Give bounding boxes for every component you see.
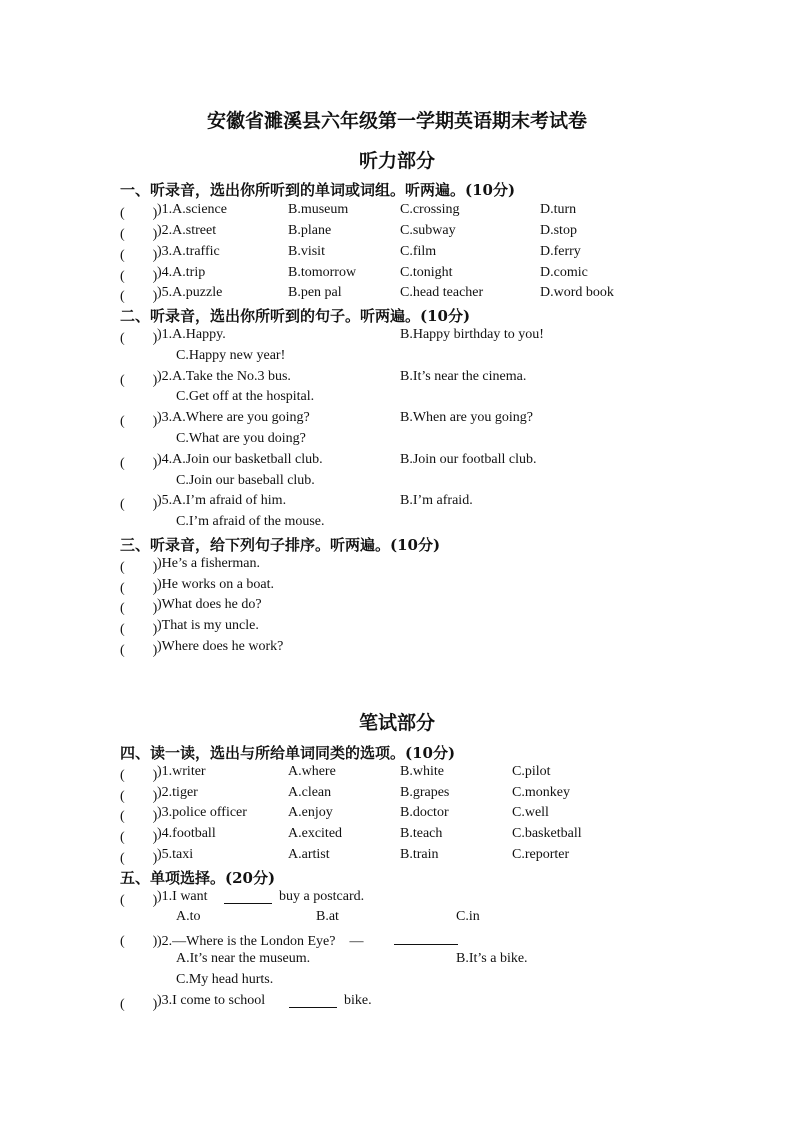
answer-blank: [289, 993, 337, 1008]
sentence: )He works on a boat.: [157, 577, 275, 592]
section1-item-5: [0, 285, 794, 305]
option-b: B.When are you going?: [400, 410, 533, 425]
section2-item-2: [0, 369, 794, 389]
option-c: C.I’m afraid of the mouse.: [176, 514, 325, 529]
sentence: )That is my uncle.: [157, 618, 259, 633]
sentence: )He’s a fisherman.: [157, 556, 261, 571]
answer-paren: ( ): [120, 269, 158, 284]
answer-paren: ( ): [120, 830, 158, 845]
answer-paren: ( ): [120, 456, 158, 471]
option-a: A.excited: [288, 826, 343, 841]
section5-question-2-options-c: [0, 972, 794, 992]
option-c: C.well: [512, 805, 549, 820]
given-word: )1.writer: [157, 764, 206, 779]
given-word: )4.football: [157, 826, 216, 841]
section5-question-1: [0, 889, 794, 909]
question-text-end: buy a postcard.: [279, 889, 365, 904]
option-c: C.What are you doing?: [176, 431, 306, 446]
section5-question-2: [0, 930, 794, 950]
option-a: )5.A.puzzle: [157, 285, 223, 300]
option-b: B.visit: [288, 244, 325, 259]
option-d: D.turn: [540, 202, 577, 217]
section5-question-3: [0, 993, 794, 1013]
option-a: )4.A.Join our basketball club.: [157, 452, 323, 467]
option-c: C.My head hurts.: [176, 972, 274, 987]
option-d: D.stop: [540, 223, 577, 238]
answer-paren: ( ): [120, 893, 158, 908]
option-a: A.clean: [288, 785, 332, 800]
option-d: D.comic: [540, 265, 588, 280]
option-c: C.Get off at the hospital.: [176, 389, 315, 404]
answer-paren: ( ): [120, 643, 158, 658]
answer-paren: ( ): [120, 997, 158, 1012]
option-b: B.grapes: [400, 785, 450, 800]
section4-item-2: [0, 785, 794, 805]
option-a: )4.A.trip: [157, 265, 206, 280]
section5-question-1-options: [0, 909, 794, 929]
written-part-title: 笔试部分: [358, 712, 435, 734]
section1-item-1: [0, 202, 794, 222]
section3-item-4: [0, 618, 794, 638]
answer-paren: ( ): [120, 789, 158, 804]
option-a: )2.A.street: [157, 223, 217, 238]
option-b: B.tomorrow: [288, 265, 357, 280]
option-a: )1.A.Happy.: [157, 327, 226, 342]
option-b: B.Happy birthday to you!: [400, 327, 544, 342]
answer-paren: ( ): [120, 206, 158, 221]
option-c: C.subway: [400, 223, 456, 238]
option-a: )5.A.I’m afraid of him.: [157, 493, 287, 508]
option-a: )3.A.traffic: [157, 244, 220, 259]
section2-item-4-c: [0, 473, 794, 493]
option-b: B.doctor: [400, 805, 449, 820]
option-a: )2.A.Take the No.3 bus.: [157, 369, 291, 384]
option-b: B.museum: [288, 202, 349, 217]
option-c: C.film: [400, 244, 437, 259]
option-c: C.Happy new year!: [176, 348, 286, 363]
option-a: )3.A.Where are you going?: [157, 410, 310, 425]
section3-item-1: [0, 556, 794, 576]
given-word: )3.police officer: [157, 805, 247, 820]
option-a: A.where: [288, 764, 336, 779]
option-a: A.artist: [288, 847, 330, 862]
section2-item-4: [0, 452, 794, 472]
section3-item-5: [0, 639, 794, 659]
answer-paren: ( ): [120, 581, 158, 596]
section1-item-4: [0, 265, 794, 285]
option-c: C.Join our baseball club.: [176, 473, 315, 488]
answer-paren: ( ): [120, 809, 158, 824]
option-c: C.in: [456, 909, 480, 924]
option-c: C.basketball: [512, 826, 582, 841]
option-c: C.reporter: [512, 847, 570, 862]
given-word: )2.tiger: [157, 785, 198, 800]
question-text-end: bike.: [344, 993, 372, 1008]
question-text: )3.I come to school: [157, 993, 266, 1008]
answer-paren: ( ): [120, 601, 158, 616]
section3-heading: 三、听录音，给下列句子排序。听两遍。(10分): [120, 536, 441, 554]
option-b: B.I’m afraid.: [400, 493, 473, 508]
answer-paren: ( ): [120, 414, 158, 429]
answer-paren: ( ): [120, 289, 158, 304]
answer-paren: ( ): [120, 622, 158, 637]
answer-paren: ( ): [120, 331, 158, 346]
sentence: )Where does he work?: [157, 639, 284, 654]
section1-heading: 一、听录音，选出你所听到的单词或词组。听两遍。(10分): [120, 181, 516, 199]
section2-item-3: [0, 410, 794, 430]
option-c: C.pilot: [512, 764, 551, 779]
section1-item-3: [0, 244, 794, 264]
section4-item-5: [0, 847, 794, 867]
sentence: )What does he do?: [157, 597, 262, 612]
section1-item-2: [0, 223, 794, 243]
option-b: B.It’s a bike.: [456, 951, 528, 966]
section4-heading: 四、读一读，选出与所给单词同类的选项。(10分): [120, 744, 456, 762]
section4-item-3: [0, 805, 794, 825]
option-b: B.Join our football club.: [400, 452, 537, 467]
given-word: )5.taxi: [157, 847, 194, 862]
answer-paren: ( ): [120, 934, 158, 949]
question-text: )2.—Where is the London Eye? —: [157, 934, 364, 949]
section5-question-2-options: [0, 951, 794, 971]
section3-item-3: [0, 597, 794, 617]
option-a: )1.A.science: [157, 202, 227, 217]
option-c: C.tonight: [400, 265, 453, 280]
question-text: )1.I want: [157, 889, 208, 904]
option-d: D.word book: [540, 285, 614, 300]
option-a: A.It’s near the museum.: [176, 951, 311, 966]
option-c: C.monkey: [512, 785, 570, 800]
option-b: B.white: [400, 764, 444, 779]
option-a: A.to: [176, 909, 201, 924]
section4-item-4: [0, 826, 794, 846]
section4-item-1: [0, 764, 794, 784]
section2-item-1: [0, 327, 794, 347]
option-b: B.teach: [400, 826, 443, 841]
option-b: B.pen pal: [288, 285, 342, 300]
option-b: B.plane: [288, 223, 332, 238]
section2-item-5-c: [0, 514, 794, 534]
option-b: B.train: [400, 847, 439, 862]
option-b: B.It’s near the cinema.: [400, 369, 527, 384]
option-c: C.crossing: [400, 202, 460, 217]
answer-paren: ( ): [120, 560, 158, 575]
answer-paren: ( ): [120, 248, 158, 263]
exam-title: 安徽省濉溪县六年级第一学期英语期末考试卷: [206, 110, 587, 132]
answer-paren: ( ): [120, 373, 158, 388]
answer-paren: ( ): [120, 768, 158, 783]
option-a: A.enjoy: [288, 805, 333, 820]
option-c: C.head teacher: [400, 285, 484, 300]
answer-blank: [224, 889, 272, 904]
section2-item-2-c: [0, 389, 794, 409]
listening-part-title: 听力部分: [358, 150, 435, 172]
section3-item-2: [0, 577, 794, 597]
section5-heading: 五、单项选择。(20分): [120, 869, 276, 887]
answer-paren: ( ): [120, 851, 158, 866]
section2-item-1-c: [0, 348, 794, 368]
option-d: D.ferry: [540, 244, 581, 259]
answer-blank: [394, 930, 458, 945]
section2-item-5: [0, 493, 794, 513]
answer-paren: ( ): [120, 497, 158, 512]
option-b: B.at: [316, 909, 339, 924]
section2-item-3-c: [0, 431, 794, 451]
section2-heading: 二、听录音，选出你所听到的句子。听两遍。(10分): [120, 307, 471, 325]
answer-paren: ( ): [120, 227, 158, 242]
